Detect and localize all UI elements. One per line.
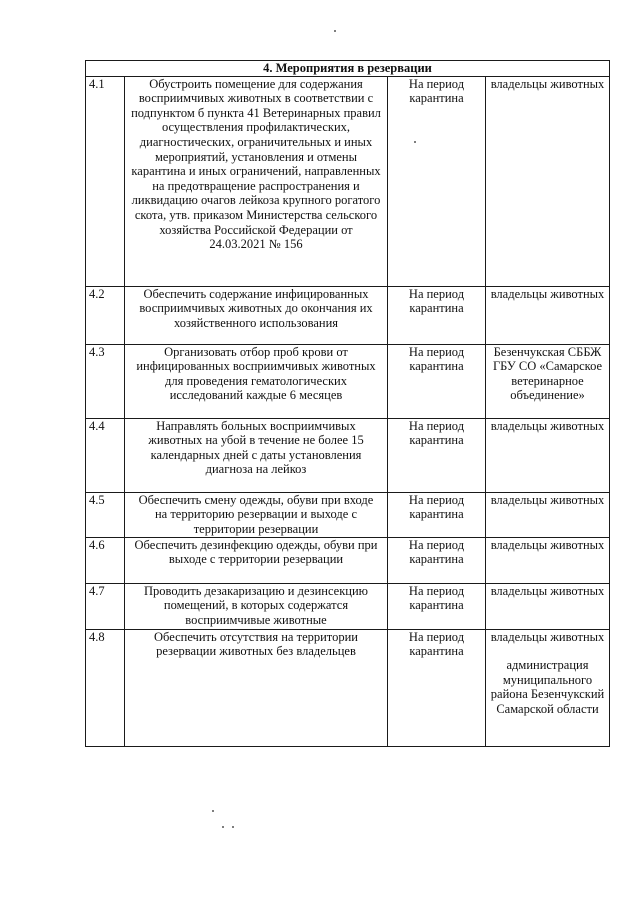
row-period: На период карантина [388, 537, 486, 583]
row-action: Обеспечить дезинфекцию одежды, обуви при выходе с территории резервации [125, 537, 388, 583]
row-action: Обеспечить содержание инфицированных восприимчивых животных до окончания их хозяйственного использования [125, 286, 388, 344]
row-responsible [486, 629, 610, 746]
row-number: 4.1 [86, 76, 125, 286]
measures-table [85, 60, 610, 747]
table-row [86, 286, 610, 344]
table-row [86, 76, 610, 286]
row-responsible [486, 418, 610, 492]
scan-speck [222, 826, 224, 828]
table-row [86, 629, 610, 746]
table-row [86, 537, 610, 583]
row-number: 4.8 [86, 629, 125, 746]
row-number: 4.3 [86, 344, 125, 418]
responsible-party: администрация муниципального района Безенчукский Самарской области [490, 658, 605, 716]
responsible-party: владельцы животных [490, 583, 605, 598]
row-number: 4.7 [86, 583, 125, 629]
row-number: 4.5 [86, 492, 125, 537]
scan-speck [334, 30, 336, 32]
row-action: Обустроить помещение для содержания восприимчивых животных в соответствии с подпунктом б пункта 41 Ветеринарных правил осуществления профилактических, диагностических, ограничительных и иных мероприятий, установления и отмены карантина и иных ограничений, направленных на предотвращение распространения и ликвидацию очагов лейкоза крупного рогатого скота, утв. приказом Министерства сельского хозяйства Российской Федерации от 24.03.2021 № 156 [125, 76, 388, 286]
row-responsible [486, 583, 610, 629]
scan-speck [414, 141, 416, 143]
row-responsible [486, 286, 610, 344]
row-period: На период карантина [388, 583, 486, 629]
row-responsible [486, 344, 610, 418]
row-period: На период карантина [388, 76, 486, 286]
section-title: 4. Мероприятия в резервации [86, 61, 610, 77]
spacer [489, 644, 606, 658]
row-period: На период карантина [388, 629, 486, 746]
responsible-party: владельцы животных [490, 492, 605, 507]
table-row [86, 492, 610, 537]
row-action: Проводить дезакаризацию и дезинсекцию помещений, в которых содержатся восприимчивые животные [125, 583, 388, 629]
table-row [86, 583, 610, 629]
scan-speck [212, 810, 214, 812]
row-responsible [486, 76, 610, 286]
responsible-party: владельцы животных [490, 418, 605, 433]
table-row [86, 344, 610, 418]
row-action: Направлять больных восприимчивых животных на убой в течение не более 15 календарных дней с даты установления диагноза на лейкоз [125, 418, 388, 492]
row-action: Организовать отбор проб крови от инфицированных восприимчивых животных для проведения гематологических исследований каждые 6 месяцев [125, 344, 388, 418]
section-header-row [86, 61, 610, 77]
row-number: 4.6 [86, 537, 125, 583]
row-responsible [486, 537, 610, 583]
row-period: На период карантина [388, 492, 486, 537]
table-row [86, 418, 610, 492]
row-action: Обеспечить отсутствия на территории резервации животных без владельцев [125, 629, 388, 746]
row-action: Обеспечить смену одежды, обуви при входе на территорию резервации и выходе с территории резервации [125, 492, 388, 537]
responsible-party: владельцы животных [490, 537, 605, 552]
responsible-party: владельцы животных [490, 629, 605, 644]
scan-speck [232, 826, 234, 828]
responsible-party: владельцы животных [490, 76, 605, 91]
row-responsible [486, 492, 610, 537]
row-number: 4.4 [86, 418, 125, 492]
row-period: На период карантина [388, 344, 486, 418]
responsible-party: Безенчукская СББЖ ГБУ СО «Самарское ветеринарное объединение» [492, 344, 603, 403]
responsible-party: владельцы животных [490, 286, 605, 301]
row-number: 4.2 [86, 286, 125, 344]
row-period: На период карантина [388, 286, 486, 344]
row-period: На период карантина [388, 418, 486, 492]
